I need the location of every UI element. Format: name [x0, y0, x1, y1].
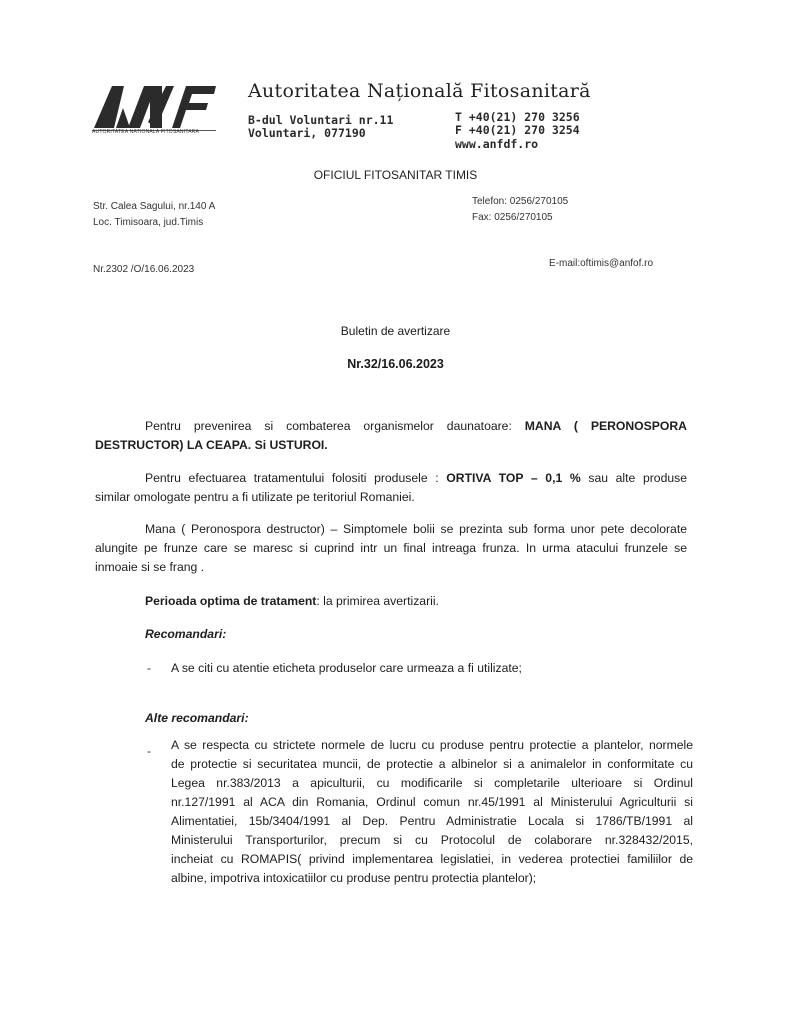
paragraph-products [95, 469, 687, 507]
header-fax: F +40(21) 270 3254 [455, 123, 580, 137]
p2-text: Pentru efectuarea tratamentului folositi produsele : [145, 471, 447, 485]
p1-pest-crop: DESTRUCTOR) LA CEAPA. Si USTUROI. [95, 438, 328, 452]
bulletin-number: Nr.32/16.06.2023 [347, 357, 444, 371]
alt-line1: A se respecta cu strictete normele de lucru cu produse pentru protectie a plantelor, normele [171, 738, 693, 752]
alt-line4: nr.127/1991 al ACA din Romania, Ordinul comun nr.45/1991 al Ministerului Agriculturii si [171, 795, 693, 809]
alt-line6: Ministerului Transporturilor, precum si cu Protocolul de colaborare nr.328432/2015, [171, 833, 693, 847]
office-name: OFICIUL FITOSANITAR TIMIS [313, 168, 478, 182]
office-locality: Loc. Timisoara, jud.Timis [93, 217, 204, 228]
logo-caption: AUTORITATEA NATIONALA FITOSANITARA [92, 129, 200, 135]
p2-text-end: sau alte produse [580, 471, 687, 485]
alt-line3: Legea nr.383/2013 a apiculturii, cu modificarile si completarile ulterioare si Ordinul [171, 776, 693, 790]
alt-line2: de protectie si securitatea muncii, de protectie a albinelor si a animalelor in conformitate cu [171, 757, 693, 771]
registration-number: Nr.2302 /O/16.06.2023 [93, 264, 195, 275]
recommendation-item: A se citi cu atentie eticheta produselor care urmeaza a fi utilizate; [171, 661, 522, 675]
p4-value: : la primirea avertizarii. [316, 594, 439, 608]
paragraph-symptoms [95, 520, 687, 577]
other-recommendation-item [171, 736, 693, 888]
p3-line3: inmoaie si se frang . [95, 560, 205, 574]
agency-name: Autoritatea Națională Fitosanitară [248, 80, 591, 102]
p4-label: Perioada optima de tratament [145, 594, 317, 608]
p2-line2: similar omologate pentru a fi utilizate pe teritoriul Romaniei. [95, 490, 415, 504]
office-street: Str. Calea Sagului, nr.140 A [93, 201, 216, 212]
header-website[interactable]: www.anfdf.ro [455, 137, 539, 151]
alt-line5: Alimentatiei, 15b/3404/1991 al Dep. Pentru Administratie Locala si 1786/TB/1991 al [171, 814, 693, 828]
alt-line8: albine, impotriva intoxicatiilor cu produse pentru protectia plantelor); [171, 871, 537, 885]
office-phone: Telefon: 0256/270105 [472, 196, 569, 207]
other-recommendations-heading: Alte recomandari: [145, 711, 249, 725]
paragraph-pest-target [95, 417, 687, 455]
office-fax: Fax: 0256/270105 [472, 212, 553, 223]
other-recommendation-bullet: - [147, 744, 151, 758]
paragraph-treatment-period [145, 592, 439, 611]
alt-line7: incheiat cu ROMAPIS( privind implementarea legislatiei, in vederea protectiei familiilor de [171, 852, 693, 866]
address-line2: Voluntari, 077190 [248, 126, 366, 140]
recommendations-heading: Recomandari: [145, 627, 227, 641]
p2-product-name: ORTIVA TOP – 0,1 % [446, 471, 581, 485]
recommendation-bullet: - [147, 661, 151, 675]
office-email[interactable]: E-mail:oftimis@anfof.ro [549, 258, 654, 269]
p3-line2: alungite pe frunze care se maresc si cuprind intr un final intreaga frunza. In urma atacului frunzele se [95, 541, 687, 555]
p3-line1: Mana ( Peronospora destructor) – Simptomele bolii se prezinta sub forma unor pete decolorate [145, 522, 687, 536]
address-line1: B-dul Voluntari nr.11 [248, 113, 394, 127]
bulletin-title: Buletin de avertizare [340, 324, 451, 338]
p1-text: Pentru prevenirea si combaterea organismelor daunatoare: [145, 419, 525, 433]
p1-pest-name: MANA ( PERONOSPORA [524, 419, 687, 433]
header-phone: T +40(21) 270 3256 [455, 110, 580, 124]
